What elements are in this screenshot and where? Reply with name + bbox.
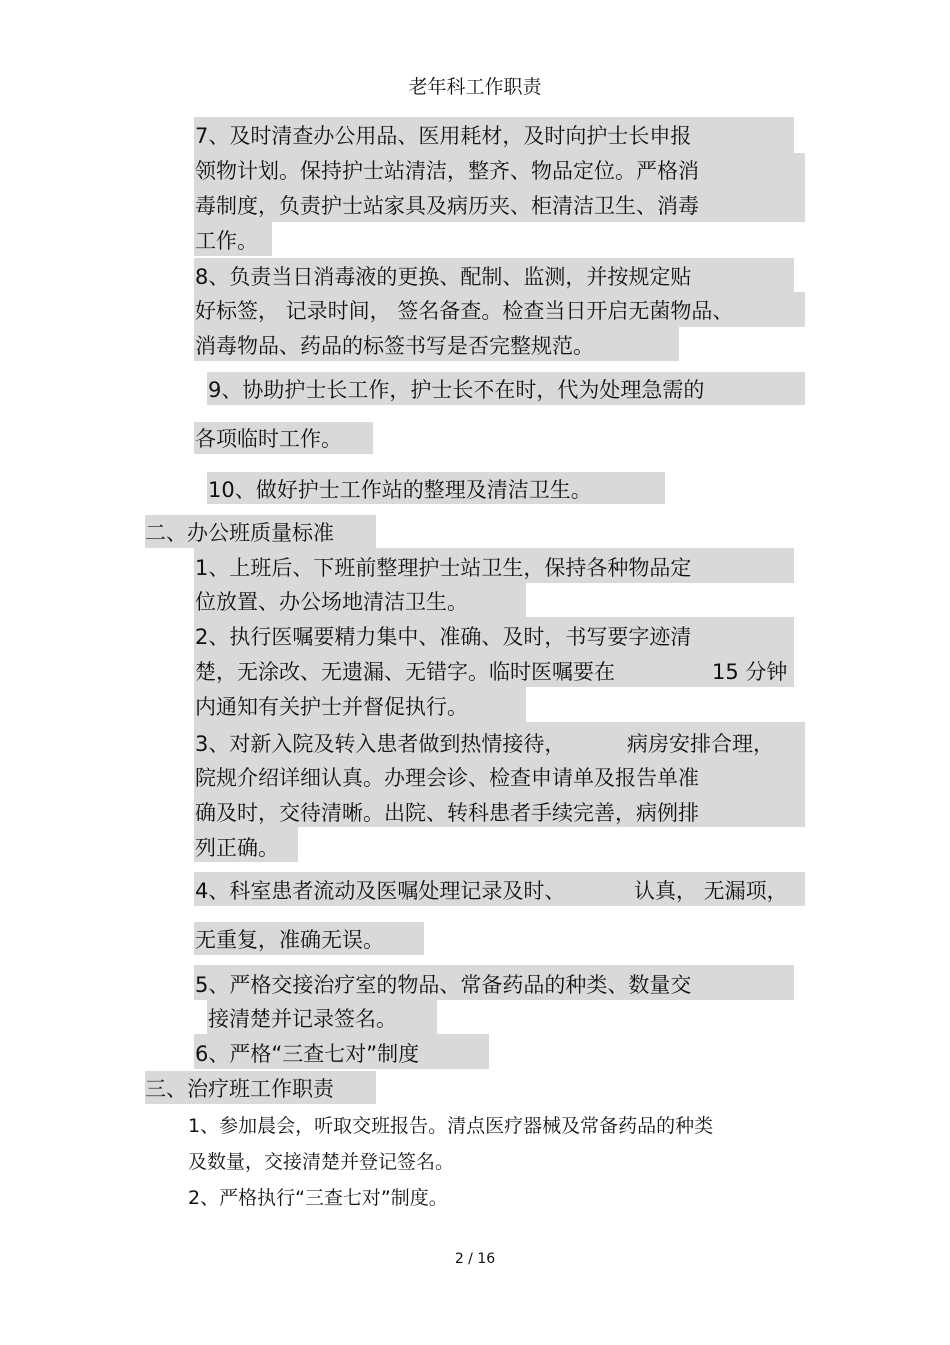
text-line: 10、做好护士工作站的整理及清洁卫生。 — [208, 478, 592, 502]
text-line: 列正确。 — [195, 836, 279, 860]
text-line: 病房安排合理， — [627, 732, 774, 756]
section-heading: 二、办公班质量标准 — [145, 521, 334, 545]
text-line: 楚，无涂改、无遗漏、无错字。临时医嘱要在 — [195, 660, 615, 684]
text-line: 消毒物品、药品的标签书写是否完整规范。 — [195, 334, 594, 358]
page-number: 2 / 16 — [454, 1251, 496, 1267]
text-line: 无重复，准确无误。 — [195, 928, 384, 952]
text-line: 好标签， 记录时间， 签名备查。检查当日开启无菌物品、 — [195, 299, 734, 323]
text-line: 位放置、办公场地清洁卫生。 — [195, 590, 468, 614]
text-line: 8、负责当日消毒液的更换、配制、监测，并按规定贴 — [195, 265, 692, 289]
text-line: 3、对新入院及转入患者做到热情接待， — [195, 732, 566, 756]
page-header: 老年科工作职责 — [408, 76, 542, 98]
text-line: 领物计划。保持护士站清洁，整齐、物品定位。严格消 — [195, 159, 699, 183]
section-heading: 三、治疗班工作职责 — [145, 1077, 334, 1101]
text-line: 2、严格执行“三查七对”制度。 — [188, 1187, 448, 1209]
text-line: 工作。 — [195, 229, 258, 253]
text-line: 4、科室患者流动及医嘱处理记录及时、 — [195, 879, 566, 903]
text-line: 及数量，交接清楚并登记签名。 — [188, 1151, 455, 1173]
text-line: 15 分钟 — [712, 660, 788, 684]
text-line: 1、参加晨会，听取交班报告。清点医疗器械及常备药品的种类 — [188, 1115, 714, 1137]
text-line: 1、上班后、下班前整理护士站卫生，保持各种物品定 — [195, 556, 692, 580]
text-line: 2、执行医嘱要精力集中、准确、及时，书写要字迹清 — [195, 625, 692, 649]
text-line: 各项临时工作。 — [195, 427, 342, 451]
text-line: 毒制度，负责护士站家具及病历夹、柜清洁卫生、消毒 — [195, 194, 699, 218]
text-line: 5、严格交接治疗室的物品、常备药品的种类、数量交 — [195, 973, 692, 997]
text-line: 认真， 无漏项， — [634, 879, 788, 903]
text-line: 确及时，交待清晰。出院、转科患者手续完善，病例排 — [195, 801, 699, 825]
text-line: 院规介绍详细认真。办理会诊、检查申请单及报告单准 — [195, 766, 699, 790]
text-line: 7、及时清查办公用品、医用耗材，及时向护士长申报 — [195, 124, 692, 148]
text-line: 9、协助护士长工作，护士长不在时，代为处理急需的 — [208, 378, 705, 402]
text-line: 6、严格“三查七对”制度 — [195, 1042, 420, 1066]
text-line: 内通知有关护士并督促执行。 — [195, 695, 468, 719]
text-line: 接清楚并记录签名。 — [208, 1007, 397, 1031]
